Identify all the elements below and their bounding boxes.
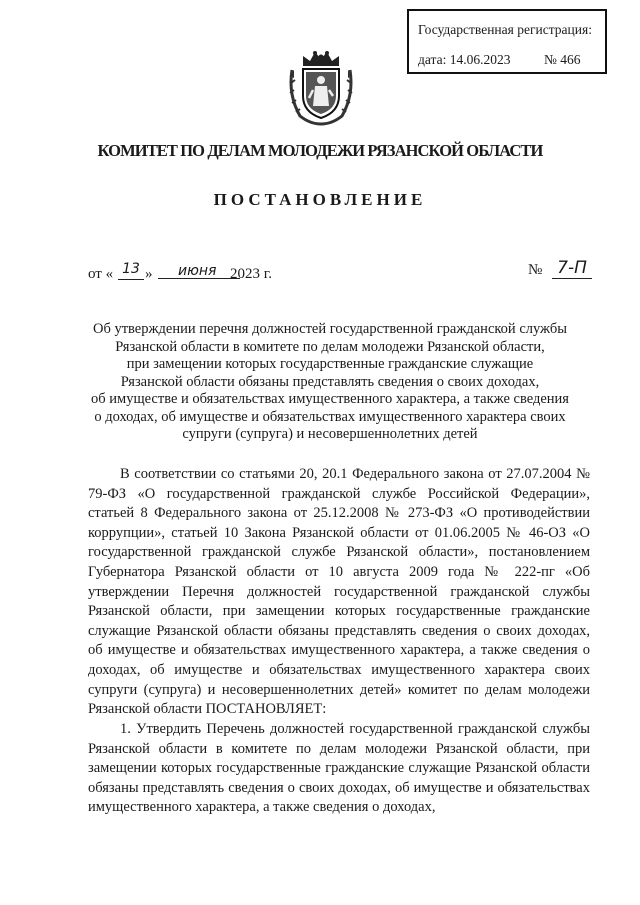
date-prefix: от «: [88, 266, 114, 282]
subject-line: Рязанской области обязаны представлять сведения о своих доходах,: [120, 373, 540, 390]
subject-line: Об утверждении перечня должностей государственной гражданской службы: [92, 321, 567, 337]
subject-line: об имуществе и обязательствах имущественного характера, а также сведения: [91, 391, 569, 407]
clause-1-paragraph: 1. Утвердить Перечень должностей государственной гражданской службы Рязанской области в комитете по делам молодежи Рязанской области, при замещении которых государственные гражданские служащие Рязанской области обязаны представлять сведения о своих доходах, об имуществе и обязательствах имущественного характера, а также сведения о доходах,: [88, 721, 590, 816]
document-number: [528, 258, 587, 279]
registration-date: дата: 14.06.2023: [418, 52, 511, 67]
date-year: 2023 г.: [230, 266, 272, 282]
document-subject: [70, 321, 590, 444]
date-separator: »: [145, 266, 153, 282]
subject-line: Рязанской области в комитете по делам молодежи Рязанской области,: [115, 338, 545, 355]
subject-line: о доходах, об имуществе и обязательствах имущественного характера своих: [94, 408, 566, 425]
registration-number: № 466: [544, 52, 581, 67]
registration-title: Государственная регистрация:: [418, 22, 592, 37]
document-type-title: ПОСТАНОВЛЕНИЕ: [213, 190, 427, 209]
date-month: июня: [158, 263, 240, 279]
organization-name: КОМИТЕТ ПО ДЕЛАМ МОЛОДЕЖИ РЯЗАНСКОЙ ОБЛАСТИ: [97, 141, 543, 160]
coat-of-arms-emblem: [286, 50, 356, 126]
number-value: 7-П: [552, 258, 592, 279]
subject-line: супруги (супруга) и несовершеннолетних детей: [182, 426, 478, 442]
preamble-paragraph: В соответствии со статьями 20, 20.1 Федерального закона от 27.07.2004 № 79-ФЗ «О государственной гражданской службе Российской Федерации», статьей 8 Федерального закона от 25.12.2008 № 273-ФЗ «О противодействии коррупции», статьей 10 Закона Рязанской области от 01.06.2005 № 46-ОЗ «О государственной гражданской службе Рязанской области», постановлением Губернатора Рязанской области от 10 августа 2009 года № 222-пг «Об утверждении Перечня должностей государственной гражданской службы Рязанской области, при замещении которых государственные гражданские служащие Рязанской области обязаны представлять сведения о своих доходах, об имуществе и обязательствах имущественного характера, а также сведения о доходах, об имуществе и обязательствах имущественного характера своих супруги (супруга) и несовершеннолетних детей» комитет по делам молодежи Рязанской области ПОСТАНОВЛЯЕТ:: [88, 466, 590, 718]
registration-stamp: [407, 9, 607, 74]
number-prefix: №: [528, 262, 543, 278]
date-day: 13: [118, 261, 144, 280]
document-date: [88, 261, 272, 283]
subject-line: при замещении которых государственные гражданские служащие: [126, 356, 534, 372]
